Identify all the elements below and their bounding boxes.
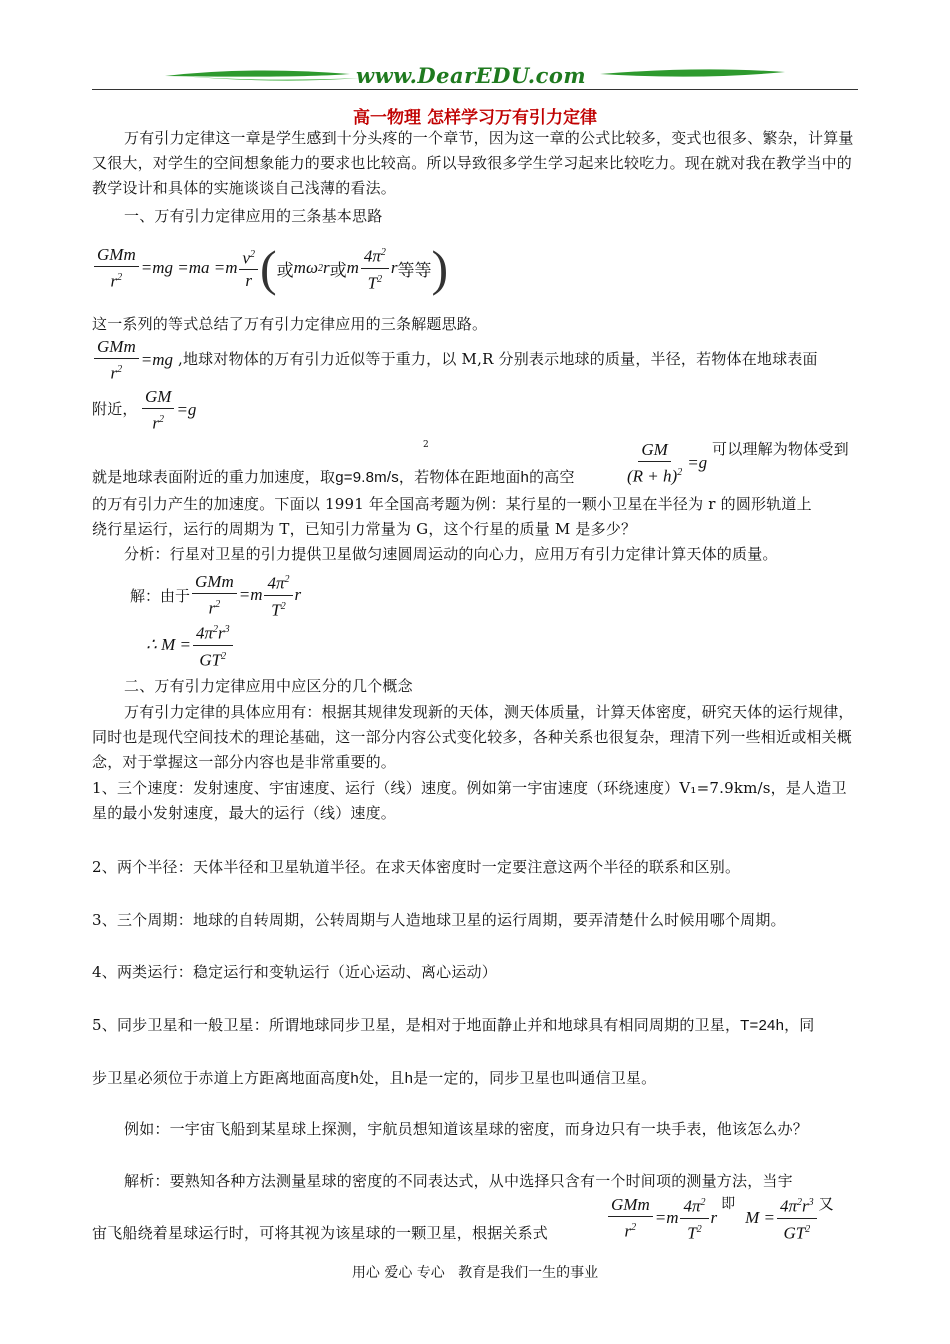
section2-paragraph: 万有引力定律的具体应用有：根据其规律发现新的天体，测天体质量，计算天体密度，研究天体的运行规律，同时也是现代空间技术的理论基础，这一部分内容公式变化较多，各种关系也很复杂，理清下列一些相近或相关概念，对于掌握这一部分内容也是非常重要的。 [92,703,854,771]
section2-heading: 二、万有引力定律应用中应区分的几个概念 [124,677,413,695]
site-name: www.DearEDU.com [356,63,587,88]
page-footer: 用心 爱心 专心 教育是我们一生的事业 [351,1265,599,1281]
g-equation: $\frac{GM}{r^2}$ =g [140,388,196,432]
accel-line2: 的万有引力产生的加速度。下面以 1991 年全国高考题为例：某行星的一颗小卫星在半径为 r 的圆形轨道上 [92,495,812,513]
main-equation: $\frac{\text{GMm}}{r^2}$ =mg =ma =m $\frac{v^2}{r}$ ( 或 mω 2 r 或 m $\frac{4\pi^2}{T^2}$ r 等等 ) [92,238,448,298]
altitude-text: 可以理解为物体受到 [712,440,849,458]
g-value: g=9.8m/s [335,469,399,486]
page-title: 高一物理 怎样学习万有引力定律 [353,108,597,128]
gravity-text: ,地球对物体的万有引力近似等于重力，以 M,R 分别表示地球的质量，半径，若物体在地球表面 [178,350,818,368]
intro-paragraph: 万有引力定律这一章是学生感到十分头疼的一个章节，因为这一章的公式比较多，变式也很多、繁杂，计算量又很大，对学生的空间想象能力的要求也比较高。所以导致很多学生学习起来比较吃力。现在就对我在教学当中的教学设计和具体的实施谈谈自己浅薄的看法。 [92,129,854,197]
header-divider [92,89,858,90]
solution-equation: 解：由于 $\frac{\text{GMm}}{r^2}$ =m $\frac{4\pi^2}{T^2}$ r [130,571,302,620]
summary-line: 这一系列的等式总结了万有引力定律应用的三条解题思路。 [92,315,488,333]
item-2: 2、两个半径：天体半径和卫星轨道半径。在求天体密度时一定要注意这两个半径的联系和区别。 [92,858,741,876]
mass-equation: ∴ M = $\frac{4\pi^2r^3}{GT^2}$ [146,622,235,668]
item-4: 4、两类运行：稳定运行和变轨运行（近心运动、离心运动） [92,963,497,981]
section1-heading: 一、万有引力定律应用的三条基本思路 [124,207,383,225]
gravity-equation: $\frac{\text{GMm}}{r^2}$ =mg [92,338,173,382]
item-1: 1、三个速度：发射速度、宇宙速度、运行（线）速度。例如第一宇宙速度（环绕速度）V₁=7.9km/s，是人造卫星的最小发射速度，最大的运行（线）速度。 [92,779,847,822]
density-equation: $\frac{\text{GMm}}{r^2}$ =m $\frac{4\pi^2}{T^2}$ r 即 M = $\frac{4\pi^2r^3}{GT^2}$ 又 [606,1193,834,1243]
analysis1: 分析：行星对卫星的引力提供卫星做匀速圆周运动的向心力，应用万有引力定律计算天体的质量。 [124,545,778,563]
example-question: 例如：一宇宙飞船到某星球上探测，宇航员想知道该星球的密度，而身边只有一块手表，他该怎么办？ [124,1120,809,1138]
accel-line1: 就是地球表面附近的重力加速度，取g=9.8m/s，若物体在距地面h的高空 [92,468,575,486]
accel-line3: 绕行星运行，运行的周期为 T，已知引力常量为 G，这个行星的质量 M 是多少？ [92,520,637,538]
near-label: 附近， [92,400,138,418]
analysis2-line1: 解析：要熟知各种方法测量星球的密度的不同表达式，从中选择只含有一个时间项的测量方法，当宇 [124,1172,793,1190]
altitude-equation: $\frac{GM}{(R + h)^2}$ =g [627,439,708,486]
stray-superscript: 2 [423,440,429,450]
item-3: 3、三个周期：地球的自转周期，公转周期与人造地球卫星的运行周期，要弄清楚什么时候用哪个周期。 [92,911,786,929]
analysis2-line2: 宙飞船绕着星球运行时，可将其视为该星球的一颗卫星，根据关系式 [92,1224,549,1242]
item-5-line2: 步卫星必须位于赤道上方距离地面高度h处，且h是一定的，同步卫星也叫通信卫星。 [92,1069,657,1087]
item-5-line1: 5、同步卫星和一般卫星：所谓地球同步卫星，是相对于地面静止并和地球具有相同周期的卫星，T=24h，同 [92,1016,815,1034]
